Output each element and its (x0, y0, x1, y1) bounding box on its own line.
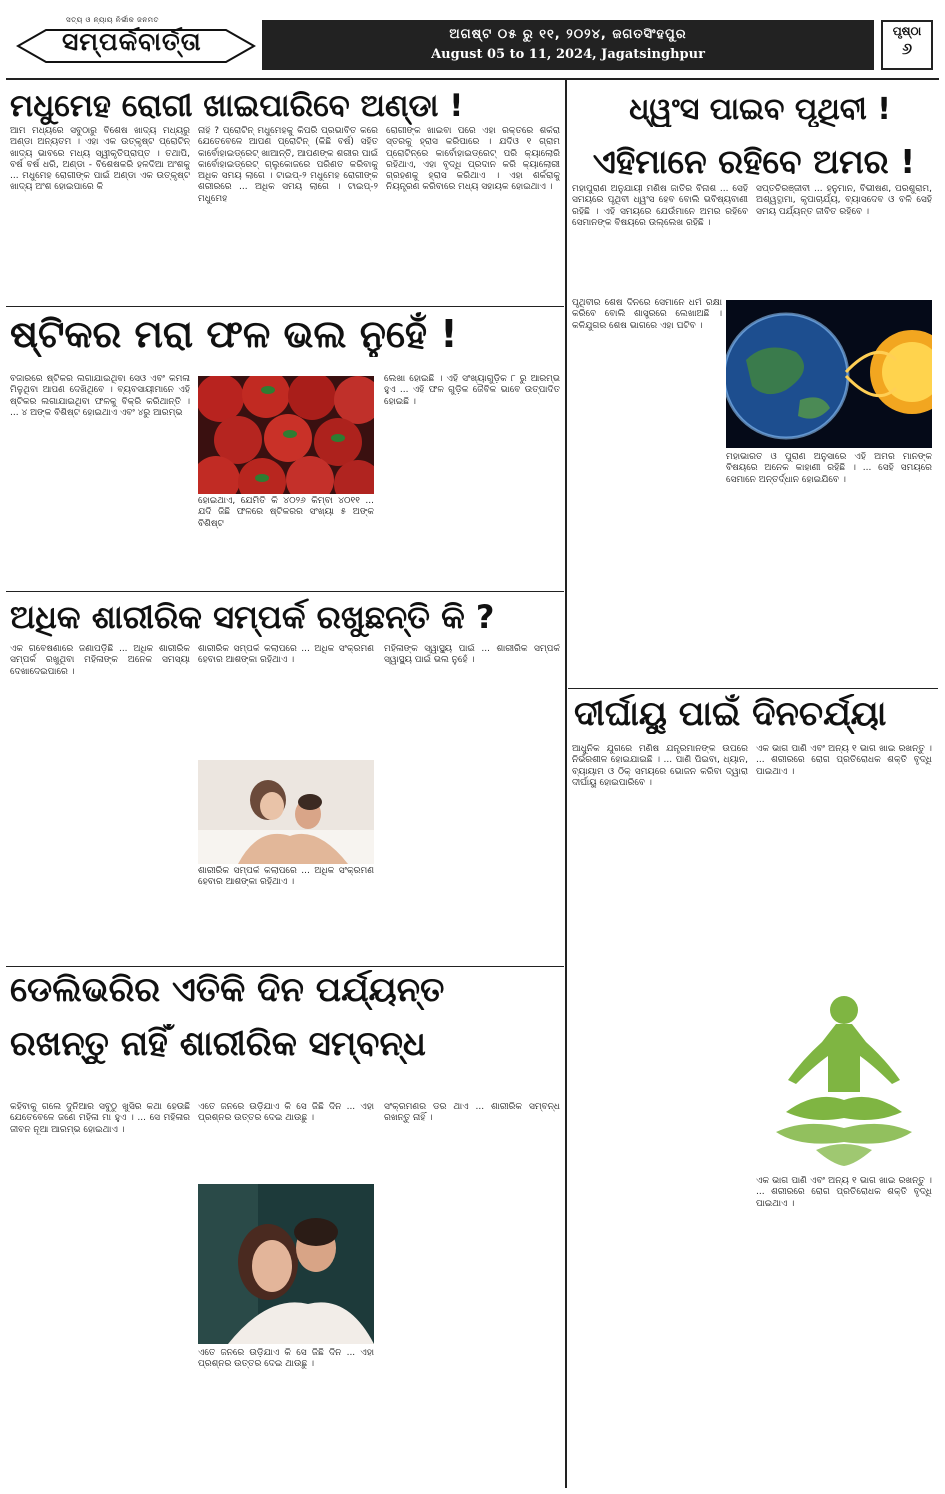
physical-column-2b: ଶାରୀରିକ ସମ୍ପର୍କ କଲାପରେ ... ଅଧିକ ସଂକ୍ରମଣ ହେବାର ଆଶଙ୍କା ରହିଥାଏ । (198, 866, 374, 888)
delivery-headline-2: ରଖନ୍ତୁ ନାହିଁ ଶାରୀରିକ ସମ୍ବନ୍ଧ (10, 1024, 426, 1064)
planet-column-3: ପୃଥିବୀର ଶେଷ ଦିନରେ ସେମାନେ ଧର୍ମ ରକ୍ଷା କରିବେ ବୋଲି ଶାସ୍ତ୍ରରେ ଲେଖାଅଛି । କଳିଯୁଗର ଶେଷ ଭାଗରେ ଏହା ଘଟିବ । (572, 298, 722, 331)
masthead (12, 14, 933, 68)
delivery-column-3: ସଂକ୍ରମଣର ଡର ଥାଏ ... ଶାରୀରିକ ସମ୍ବନ୍ଧ ରଖନ୍ତୁ ନାହିଁ । (384, 1102, 560, 1124)
top-rule (6, 78, 939, 80)
column-divider (565, 80, 567, 1488)
logo-text: ସମ୍ପର୍କବାର୍ତ୍ତା (62, 27, 202, 56)
physical-column-3: ମହିଳାଙ୍କ ସ୍ୱାସ୍ଥ୍ୟ ପାଇଁ ... ଶାରୀରିକ ସମ୍ପର୍କ ସ୍ୱାସ୍ଥ୍ୟ ପାଇଁ ଭଲ ନୁହେଁ । (384, 644, 560, 666)
longevity-headline: ଦୀର୍ଘାୟୁ ପାଇଁ ଦିନଚର୍ଯ୍ୟା (574, 694, 887, 734)
longevity-column-2: ଏକ ଭାଗ ପାଣି ଏବଂ ଅନ୍ୟ ୧ ଭାଗ ଖାଇ ରଖନ୍ତୁ । ... ଶରୀରରେ ରୋଗ ପ୍ରତିରୋଧକ ଶକ୍ତି ବୃଦ୍ଧି ପାଇଥାଏ । (756, 744, 932, 777)
delivery-headline-1: ଡେଲିଭରିର ଏତିକି ଦିନ ପର୍ଯ୍ୟନ୍ତ (10, 970, 445, 1010)
delivery-column-1: କହିବାକୁ ଗଲେ ଦୁନିଆର ସବୁଠୁ ଖୁସିର କଥା ହେଉଛି ଯେତେବେଳେ ଜଣେ ମହିଳା ମା ହୁଏ । ... ସେ ମହିଳାର ଜୀବନ ନୂଆ ଆରମ୍ଭ ହୋଇଥାଏ । (10, 1102, 190, 1135)
couple-photo-2 (198, 1184, 374, 1344)
section-divider (6, 306, 564, 307)
page-number: ୬ (901, 39, 913, 58)
diabetes-headline: ମଧୁମେହ ରୋଗୀ ଖାଇପାରିବେ ଅଣ୍ଡା ! (10, 88, 464, 124)
section-divider (568, 688, 938, 689)
date-bar (262, 20, 874, 70)
planet-headline-1: ଧ୍ୱଂସ ପାଇବ ପୃଥିବୀ ! (629, 92, 891, 127)
sticker-headline: ଷ୍ଟିକର ମରା ଫଳ ଭଲ ନୁହେଁ ! (10, 312, 458, 356)
diabetes-column-1: ଆମ ମଧ୍ୟରେ ସବୁଠାରୁ ବିଶେଷ ଖାଦ୍ୟ ମଧ୍ୟରୁ ଅଣ୍ଡା ଅନ୍ୟତମ । ଏହା ଏକ ଉତ୍କୃଷ୍ଟ ପ୍ରୋଟିନ୍ ଖାଦ୍ୟ ଭାବରେ ମଧ୍ୟ ସ୍ୱୀକୃତିପ୍ରାପ୍ତ । ତଥାପି, ବର୍ଷ ବର୍ଷ ଧରି, ଅଣ୍ଡା - ବିଶେଷକରି ହଳଦିଆ ଅଂଶକୁ ... ମଧୁମେହ ରୋଗୀଙ୍କ ପାଇଁ ଅଣ୍ଡା ଏକ ଉତ୍କୃଷ୍ଟ ଖାଦ୍ୟ ଅଂଶ ହୋଇପାରେ କି (10, 126, 190, 193)
sticker-column-2: ହୋଇଥାଏ, ଯେମିତି କି ୪୦୨୬ କିମ୍ବା ୪୦୧୧ ... ଯଦି ଜିଛି ଫଳରେ ଷ୍ଟିକରର ସଂଖ୍ୟା ୫ ଅଙ୍କ ବିଶିଷ୍ଟ (198, 496, 374, 529)
longevity-column-2b: ଏକ ଭାଗ ପାଣି ଏବଂ ଅନ୍ୟ ୧ ଭାଗ ଖାଇ ରଖନ୍ତୁ । ... ଶରୀରରେ ରୋଗ ପ୍ରତିରୋଧକ ଶକ୍ତି ବୃଦ୍ଧି ପାଇଥାଏ । (756, 1176, 932, 1209)
date-english: August 05 to 11, 2024, Jagatsinghpur (431, 47, 705, 62)
planet-column-1: ମହାପୁରାଣ ଅନୁଯାୟୀ ମଣିଷ ଜାତିର ବିନାଶ ... ସେହି ସମୟରେ ପୃଥିବୀ ଧ୍ୱଂସ ହେବ ବୋଲି ଭବିଷ୍ୟବାଣୀ ରହିଛି । ଏହି ସମୟରେ ଯେଉଁମାନେ ଅମର ରହିବେ ସେମାନଙ୍କ ବିଷୟରେ ଉଲ୍ଲେଖ ରହିଛି । (572, 184, 748, 228)
delivery-column-2b: ଏତେ ଜନରେ ଉଡ଼ିଯାଏ କି ସେ ଜିଛି ଦିନ ... ଏହା ପ୍ରଶ୍ନର ଉତ୍ତର ଦେଇ ଥାଉଛୁ । (198, 1348, 374, 1370)
section-divider (6, 591, 564, 592)
section-divider (6, 966, 564, 967)
apples-photo (198, 376, 374, 494)
physical-headline: ଅଧିକ ଶାରୀରିକ ସମ୍ପର୍କ ରଖୁଛନ୍ତି କି ? (10, 598, 495, 636)
delivery-column-2: ଏତେ ଜନରେ ଉଡ଼ିଯାଏ କି ସେ ଜିଛି ଦିନ ... ଏହା ପ୍ରଶ୍ନର ଉତ୍ତର ଦେଇ ଥାଉଛୁ । (198, 1102, 374, 1124)
diabetes-column-2: ନାହିଁ ? ପ୍ରୋଟିନ୍ ମଧୁମେହକୁ କିପରି ପ୍ରଭାବିତ କରେ ଯେତେବେଳେ ଆପଣ ପ୍ରୋଟିନ୍ (କିଛି ବର୍ଷ) ସହିତ କାର୍ବୋହାଇଡ୍ରେଟ୍ ଖାଆନ୍ତି, ଆପଣଙ୍କ ଶରୀର ପାଇଁ କାର୍ବୋହାଇଡ୍ରେଟ୍ ଗ୍ଲୁକୋଜରେ ପରିଣତ କରିବାକୁ ଅଧିକ ସମୟ ଲାଗେ । ଟାଇପ୍-୨ ମଧୁମେହ ରୋଗୀଙ୍କ ଶରୀରରେ ... ଅଧିକ ସମୟ ଲାଗେ । ଟାଇପ୍-୨ ମଧୁମେହ (198, 126, 378, 204)
page-number-box (881, 20, 933, 70)
planet-column-4: ମହାଭାରତ ଓ ପୁରାଣ ଅନୁସାରେ ଏହି ଅମର ମାନଙ୍କ ବିଷୟରେ ଅନେକ କାହାଣୀ ରହିଛି । ... ସେହି ସମୟରେ ସେମାନେ ଅନ୍ତର୍ଦ୍ଧାନ ହୋଇଯିବେ । (726, 452, 932, 485)
couple-photo-1 (198, 760, 374, 864)
earth-photo (726, 300, 932, 448)
page-label: ପୃଷ୍ଠା (892, 24, 922, 38)
date-odia: ଅଗଷ୍ଟ ୦୫ ରୁ ୧୧, ୨୦୨୪, ଜଗତସିଂହପୁର (449, 27, 687, 42)
planet-column-2: ସପ୍ତଚିରଞ୍ଜୀବୀ ... ହନୁମାନ, ବିଭୀଷଣ, ପରଶୁରାମ, ଅଶ୍ୱତ୍ଥାମା, କୃପାଚାର୍ଯ୍ୟ, ବ୍ୟାସଦେବ ଓ ବଳି ସେହି ସମୟ ପର୍ଯ୍ୟନ୍ତ ଜୀବିତ ରହିବେ । (756, 184, 932, 217)
physical-column-2: ଶାରୀରିକ ସମ୍ପର୍କ କଲାପରେ ... ଅଧିକ ସଂକ୍ରମଣ ହେବାର ଆଶଙ୍କା ରହିଥାଏ । (198, 644, 374, 666)
logo-tagline: ସତ୍ୟ ଓ ନ୍ୟାୟ ନିର୍ଭୀକ ଜନମତ (66, 16, 159, 24)
sticker-column-3: ଲେଖା ହୋଇଛି । ଏହି ସଂଖ୍ୟାଗୁଡ଼ିକ ୮ ରୁ ଆରମ୍ଭ ହୁଏ ... ଏହି ଫଳ ଗୁଡ଼ିକ ଜୈବିକ ଭାବେ ଉତ୍ପାଦିତ ହୋଇଛି । (384, 374, 560, 407)
meditation-figure (756, 982, 932, 1172)
physical-column-1: ଏକ ଗବେଷଣାରେ ଜଣାପଡ଼ିଛି ... ଅଧିକ ଶାରୀରିକ ସମ୍ପର୍କ ରଖୁଥିବା ମହିଳାଙ୍କ ଅନେକ ସମସ୍ୟା ଦେଖାଦେଇପାରେ । (10, 644, 190, 677)
diabetes-column-3: ରୋଗୀଙ୍କ ଖାଇବା ପରେ ଏହା ରକ୍ତରେ ଶର୍କରା ସ୍ତରକୁ ହ୍ରାସ କରିପାରେ । ଯଦିଓ ୧ ଗ୍ରାମ ପ୍ରୋଟିନ୍‌ରେ କାର୍ବୋହାଇଡ୍ରେଟ୍ ପରି କ୍ୟାଲୋରି ରହିଥାଏ, ଏହା ବୃଦ୍ଧି ପ୍ରଦାନ କରି କ୍ୟାଲୋରୀ ଗ୍ରହଣକୁ ହ୍ରାସ କରିଥାଏ । ଏହା ଶର୍କରାକୁ ନିୟନ୍ତ୍ରଣ କରିବାରେ ମଧ୍ୟ ସହାୟକ ହୋଇଥାଏ । (386, 126, 560, 193)
sticker-column-1: ବଜାରରେ ଷ୍ଟିକର ଲଗାଯାଇଥିବା ସେଓ ଏବଂ କମଳା ମିଳୁଥିବା ଆପଣ ଦେଖିଥିବେ । ବ୍ୟବସାୟୀମାନେ ଏହି ଷ୍ଟିକର ଲଗାଯାଇଥିବା ଫଳକୁ ବିକ୍ରି କରିଥାନ୍ତି । ... ୪ ଅଙ୍କ ବିଶିଷ୍ଟ ହୋଇଥାଏ ଏବଂ ୪ରୁ ଆରମ୍ଭ (10, 374, 190, 418)
longevity-column-1: ଆଧୁନିକ ଯୁଗରେ ମଣିଷ ଯନ୍ତ୍ରମାନଙ୍କ ଉପରେ ନିର୍ଭରଶୀଳ ହୋଇଯାଇଛି । ... ପାଣି ପିଇବା, ଧ୍ୟାନ, ବ୍ୟାୟାମ ଓ ଠିକ୍ ସମୟରେ ଭୋଜନ କରିବା ଦ୍ୱାରା ଦୀର୍ଘାୟୁ ହୋଇପାରିବେ । (572, 744, 748, 788)
planet-headline-2: ଏହିମାନେ ରହିବେ ଅମର ! (592, 142, 916, 181)
newspaper-logo (12, 14, 260, 68)
